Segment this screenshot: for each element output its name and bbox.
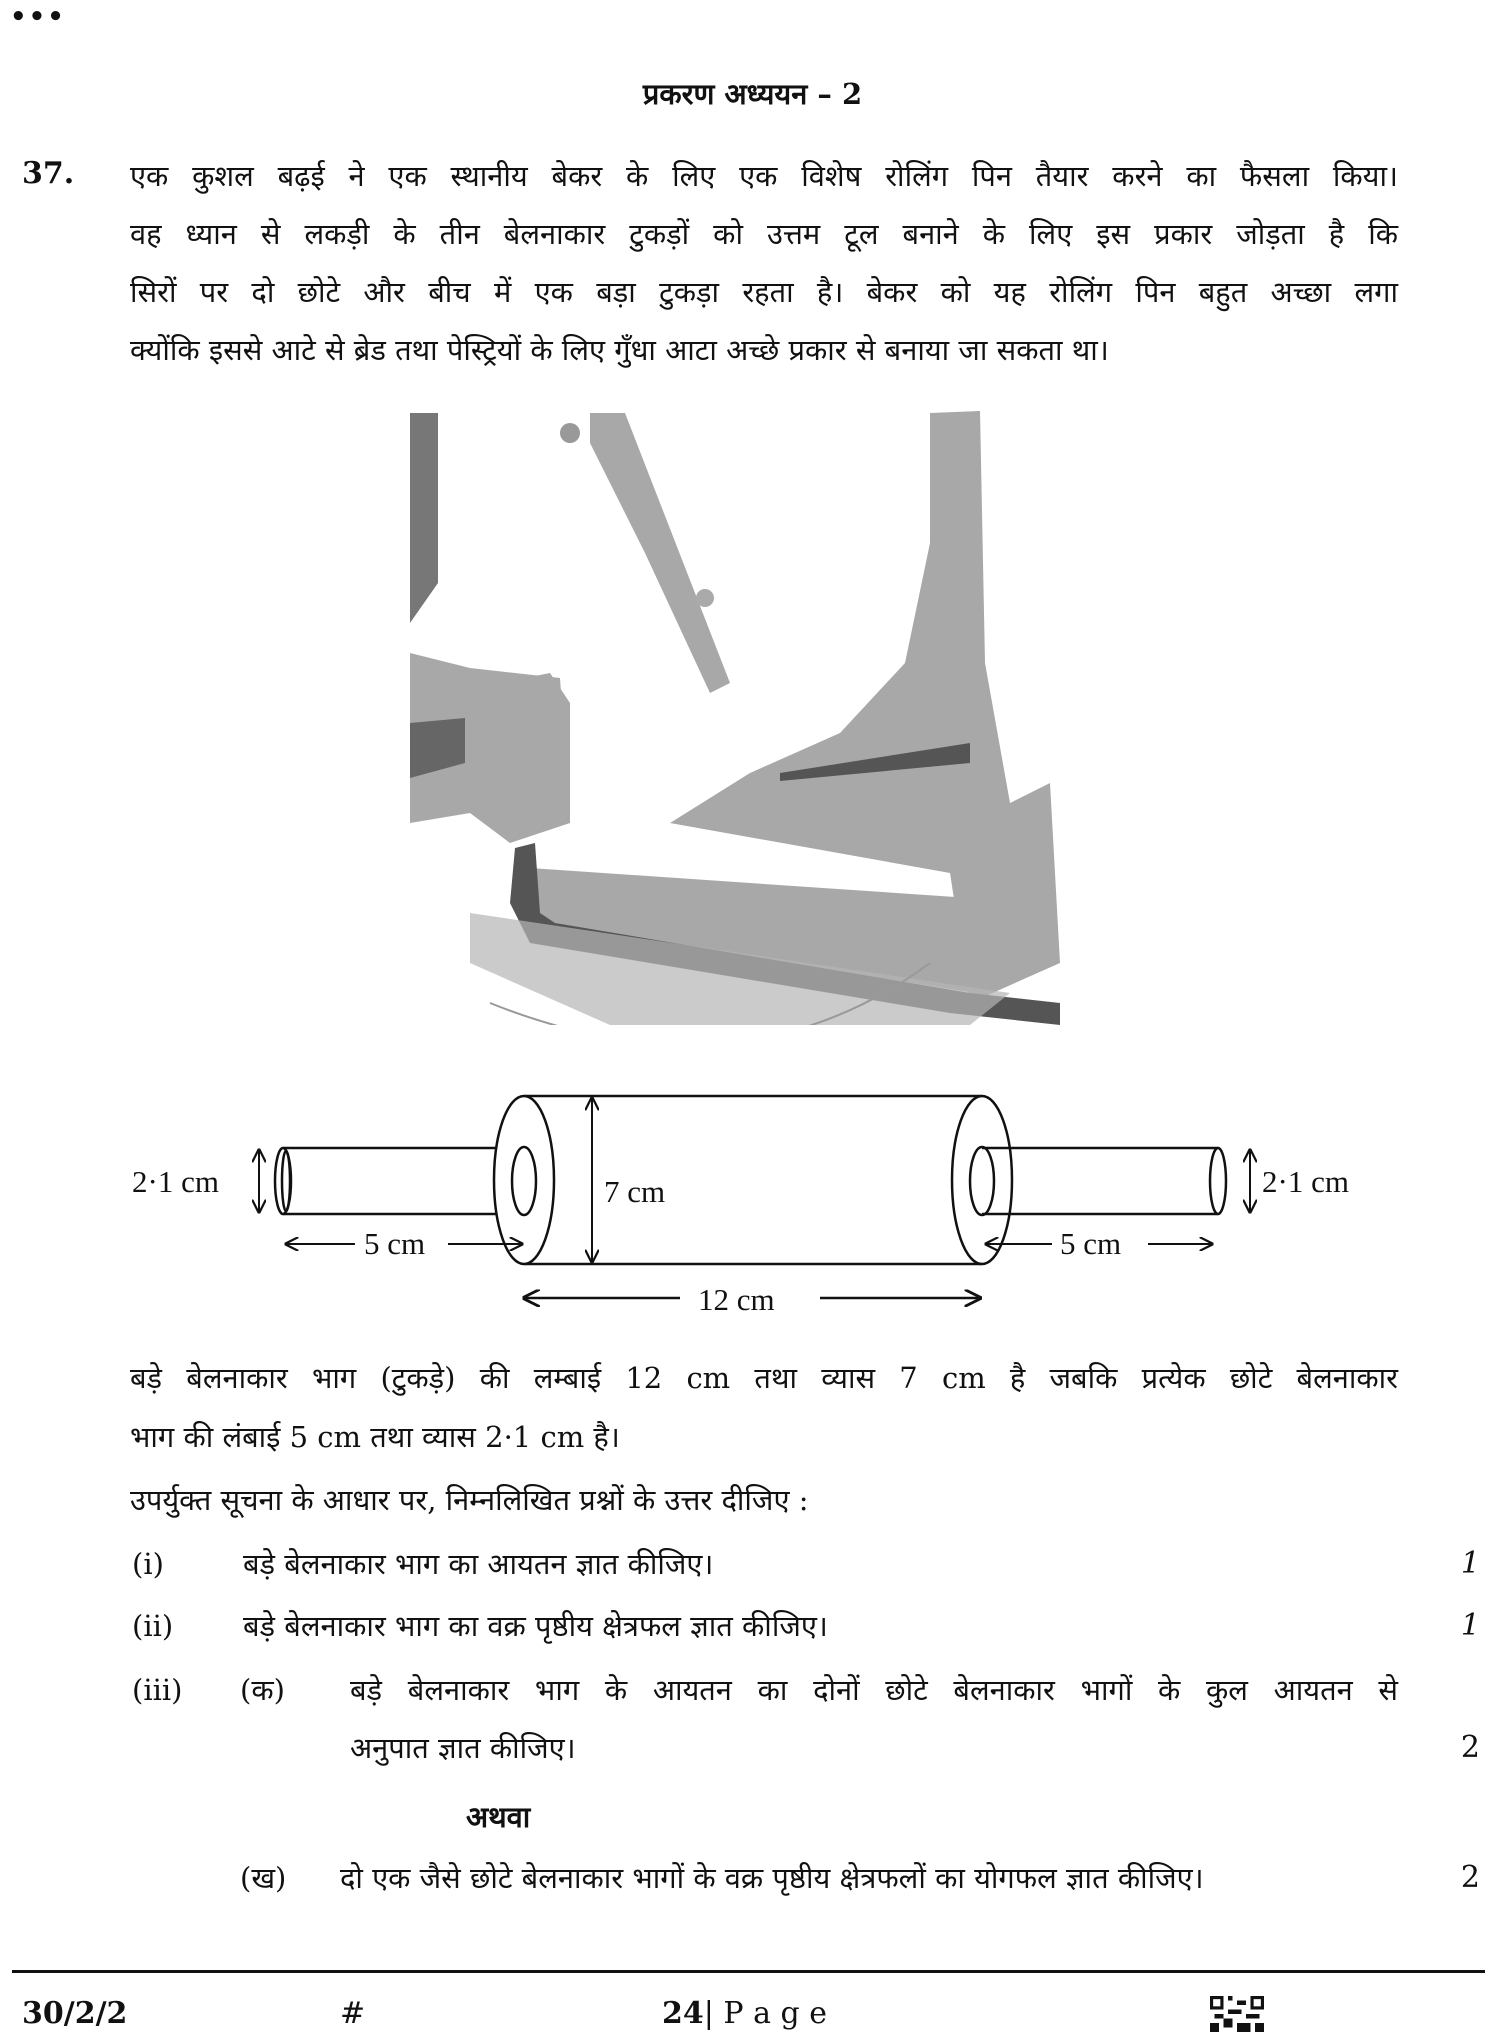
intro-line: सिरों पर दो छोटे और बीच में एक बड़ा टुकड़ा रहता है। बेकर को यह रोलिंग पिन बहुत अच्छा लगा bbox=[130, 275, 1398, 309]
page-number: 24 bbox=[662, 1996, 704, 2031]
part-marks: 1 bbox=[1460, 1546, 1480, 1581]
part-marks: 2 bbox=[1460, 1730, 1480, 1765]
menu-dots-icon[interactable]: ••• bbox=[10, 2, 66, 32]
intro-line: वह ध्यान से लकड़ी के तीन बेलनाकार टुकड़ों को उत्तम टूल बनाने के लिए इस प्रकार जोड़ता है कि bbox=[130, 217, 1398, 251]
or-label: अथवा bbox=[466, 1800, 531, 1834]
rolling-pin-photo bbox=[410, 403, 1065, 1025]
label-small-length-left: 5 cm bbox=[364, 1226, 426, 1261]
intro-line: एक कुशल बढ़ई ने एक स्थानीय बेकर के लिए एक विशेष रोलिंग पिन तैयार करने का फैसला किया। bbox=[130, 159, 1398, 193]
part-text: बड़े बेलनाकार भाग के आयतन का दोनों छोटे बेलनाकार भागों के कुल आयतन से bbox=[350, 1673, 1398, 1707]
qr-code-icon bbox=[1208, 1996, 1266, 2032]
part-label: (iii) bbox=[132, 1673, 183, 1707]
info-line: बड़े बेलनाकार भाग (टुकड़े) की लम्बाई 12 cm तथा व्यास 7 cm है जबकि प्रत्येक छोटे बेलनाकार bbox=[130, 1361, 1398, 1395]
part-label: (ii) bbox=[132, 1609, 174, 1643]
label-small-diameter-left: 2·1 cm bbox=[132, 1164, 219, 1199]
label-small-diameter-right: 2·1 cm bbox=[1262, 1164, 1349, 1199]
question-number: 37. bbox=[22, 156, 75, 191]
large-cylinder-left-end bbox=[494, 1096, 554, 1264]
small-cylinder-right-end bbox=[1210, 1148, 1226, 1214]
part-text: दो एक जैसे छोटे बेलनाकार भागों के वक्र पृष्ठीय क्षेत्रफलों का योगफल ज्ञात कीजिए। bbox=[340, 1861, 1204, 1895]
part-label: (i) bbox=[132, 1547, 164, 1581]
rolling-pin-diagram bbox=[0, 1080, 1505, 1320]
part-sublabel: (ख) bbox=[240, 1861, 287, 1895]
large-cylinder-right-end bbox=[952, 1096, 1012, 1264]
part-marks: 2 bbox=[1460, 1860, 1480, 1895]
label-large-diameter: 7 cm bbox=[604, 1174, 666, 1209]
page-label: | P a g e bbox=[703, 1996, 828, 2031]
paper-code: 30/2/2 bbox=[22, 1996, 128, 2031]
footer-divider bbox=[12, 1970, 1485, 1973]
footer-hash: # bbox=[340, 1996, 366, 2031]
label-large-length: 12 cm bbox=[698, 1282, 775, 1317]
part-text: अनुपात ज्ञात कीजिए। bbox=[350, 1731, 576, 1765]
part-text: बड़े बेलनाकार भाग का आयतन ज्ञात कीजिए। bbox=[243, 1547, 714, 1581]
part-marks: 1 bbox=[1460, 1608, 1480, 1643]
part-text: बड़े बेलनाकार भाग का वक्र पृष्ठीय क्षेत्रफल ज्ञात कीजिए। bbox=[243, 1609, 828, 1643]
info-line: भाग की लंबाई 5 cm तथा व्यास 2·1 cm है। bbox=[130, 1420, 620, 1454]
page-indicator bbox=[662, 1996, 827, 2031]
part-sublabel: (क) bbox=[240, 1673, 285, 1707]
intro-line: क्योंकि इससे आटे से ब्रेड तथा पेस्ट्रियों के लिए गुँधा आटा अच्छे प्रकार से बनाया जा सकता था। bbox=[130, 333, 1109, 367]
label-small-length-right: 5 cm bbox=[1060, 1226, 1122, 1261]
section-title: प्रकरण अध्ययन – 2 bbox=[642, 77, 863, 111]
instruction: उपर्युक्त सूचना के आधार पर, निम्नलिखित प्रश्नों के उत्तर दीजिए : bbox=[130, 1483, 809, 1517]
